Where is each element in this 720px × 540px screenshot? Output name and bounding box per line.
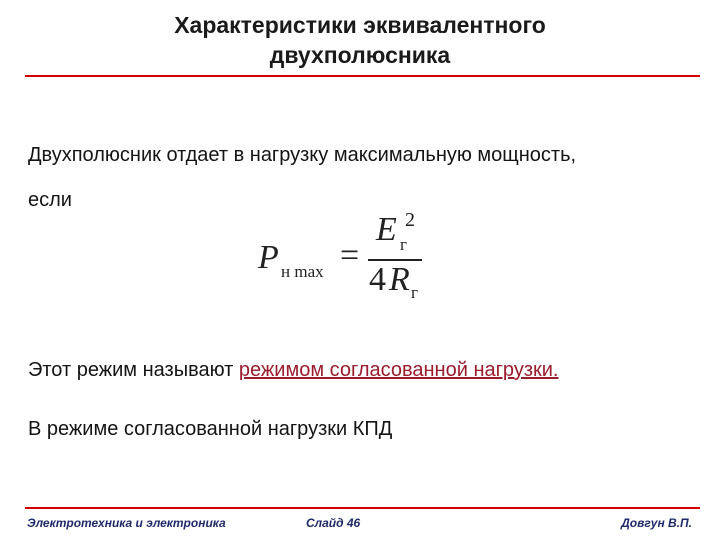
formula-numerator-symbol: E [376,211,397,248]
paragraph-mode-name [28,358,558,382]
footer-divider [25,507,700,509]
formula-power-symbol: P [258,239,279,276]
paragraph-efficiency: В режиме согласованной нагрузки КПД [28,418,393,440]
slide-title-line-1: Характеристики эквивалентного [174,12,546,38]
title-divider [25,75,700,77]
slide-title [0,10,720,70]
slide-title-line-2: двухполюсника [269,42,451,68]
formula-numerator-subscript: г [400,235,407,254]
formula-numerator-exponent: 2 [405,209,415,231]
paragraph-mode-prefix: Этот режим называют [28,359,239,381]
formula-denominator-symbol: R [389,261,410,298]
matched-load-term: режимом согласованной нагрузки. [238,359,559,381]
footer-slide-number: Слайд 46 [306,516,361,530]
footer-author: Довгун В.П. [621,516,692,530]
max-power-formula [258,207,433,307]
formula-denominator-coefficient: 4 [369,261,386,298]
paragraph-max-power: Двухполюсник отдает в нагрузку максимальную мощность, [28,144,577,166]
formula-denominator-subscript: г [411,283,418,302]
paragraph-if: если [28,189,72,211]
formula-equals: = [340,237,360,274]
formula-power-subscript: н max [281,262,324,281]
footer-course: Электротехника и электроника [27,516,226,530]
